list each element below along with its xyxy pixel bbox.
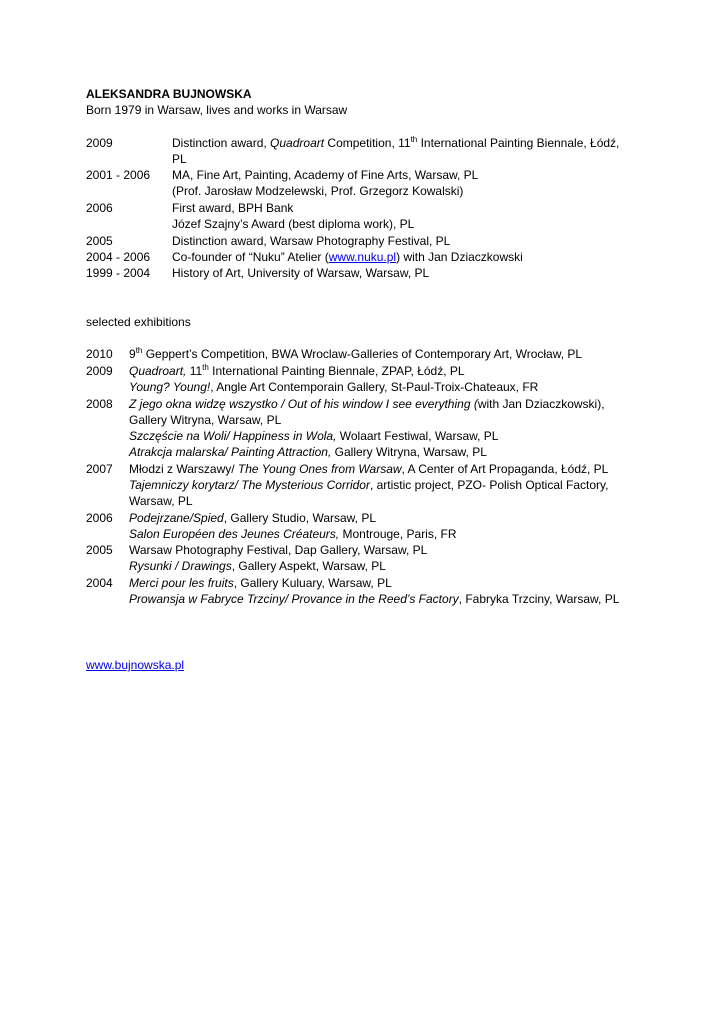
exhibition-year: 2005	[86, 543, 113, 557]
exhibition-year: 2009	[86, 364, 113, 378]
website-link[interactable]: www.bujnowska.pl	[86, 658, 185, 672]
exhibition-entry: Atrakcja malarska/ Painting Attraction, Gallery Witryna, Warsaw, PL	[129, 445, 487, 459]
exhibition-entry: Warsaw Photography Festival, Dap Gallery, Warsaw, PL	[129, 543, 428, 557]
cv-entry: Distinction award, Warsaw Photography Festival, PL	[172, 234, 451, 248]
exhibition-year: 2004	[86, 576, 113, 590]
cv-entry: Co-founder of “Nuku” Atelier (www.nuku.pl) with Jan Dziaczkowski	[172, 250, 523, 264]
website-line	[86, 657, 184, 673]
cv-year: 2006	[86, 201, 113, 215]
exhibition-entry: Quadroart, 11th International Painting Biennale, ZPAP, Łódź, PL	[129, 363, 465, 378]
cv-entry-cont: Józef Szajny’s Award (best diploma work), PL	[172, 217, 415, 231]
cv-year: 2001 - 2006	[86, 168, 151, 182]
artist-name: ALEKSANDRA BUJNOWSKA	[86, 87, 252, 101]
exhibition-entry: Young? Young!, Angle Art Contemporain Gallery, St-Paul-Troix-Chateaux, FR	[129, 380, 539, 394]
exhibition-year: 2008	[86, 397, 113, 411]
birth-info: Born 1979 in Warsaw, lives and works in Warsaw	[86, 103, 348, 117]
exhibition-entry: Merci pour les fruits, Gallery Kuluary, Warsaw, PL	[129, 576, 392, 590]
exhibition-entry-cont: Warsaw, PL	[129, 494, 193, 508]
exhibition-entry: Podejrzane/Spied, Gallery Studio, Warsaw, PL	[129, 511, 377, 525]
exhibition-entry: Tajemniczy korytarz/ The Mysterious Corridor, artistic project, PZO- Polish Optical Factory,	[129, 478, 609, 492]
exhibition-year: 2007	[86, 462, 113, 476]
cv-year: 2005	[86, 234, 113, 248]
cv-entry-cont: (Prof. Jarosław Modzelewski, Prof. Grzegorz Kowalski)	[172, 184, 464, 198]
cv-entry: First award, BPH Bank	[172, 201, 294, 215]
cv-year: 1999 - 2004	[86, 266, 151, 280]
exhibition-entry: Młodzi z Warszawy/ The Young Ones from Warsaw, A Center of Art Propaganda, Łódź, PL	[129, 462, 609, 476]
exhibition-entry: Salon Européen des Jeunes Créateurs, Montrouge, Paris, FR	[129, 527, 457, 541]
cv-entry-cont: PL	[172, 152, 187, 166]
cv-entry: Distinction award, Quadroart Competition, 11th International Painting Biennale, Łódź,	[172, 135, 620, 150]
exhibition-entry: Prowansja w Fabryce Trzciny/ Provance in the Reed’s Factory, Fabryka Trzciny, Warsaw, PL	[129, 592, 620, 606]
cv-entry: History of Art, University of Warsaw, Warsaw, PL	[172, 266, 430, 280]
exhibition-entry: Z jego okna widzę wszystko / Out of his window I see everything (with Jan Dziaczkowski),	[129, 397, 605, 411]
exhibition-entry: Szczęście na Woli/ Happiness in Wola, Wolaart Festiwal, Warsaw, PL	[129, 429, 499, 443]
cv-entry: MA, Fine Art, Painting, Academy of Fine Arts, Warsaw, PL	[172, 168, 479, 182]
cv-year: 2009	[86, 136, 113, 150]
cv-year: 2004 - 2006	[86, 250, 151, 264]
exhibitions-heading: selected exhibitions	[86, 315, 191, 329]
exhibition-year: 2006	[86, 511, 113, 525]
exhibition-year: 2010	[86, 347, 113, 361]
exhibition-entry: 9th Geppert’s Competition, BWA Wroclaw-Galleries of Contemporary Art, Wrocław, PL	[129, 346, 583, 361]
nuku-link[interactable]: www.nuku.pl	[328, 250, 397, 264]
exhibition-entry: Rysunki / Drawings, Gallery Aspekt, Warsaw, PL	[129, 559, 386, 573]
exhibition-entry-cont: Gallery Witryna, Warsaw, PL	[129, 413, 282, 427]
